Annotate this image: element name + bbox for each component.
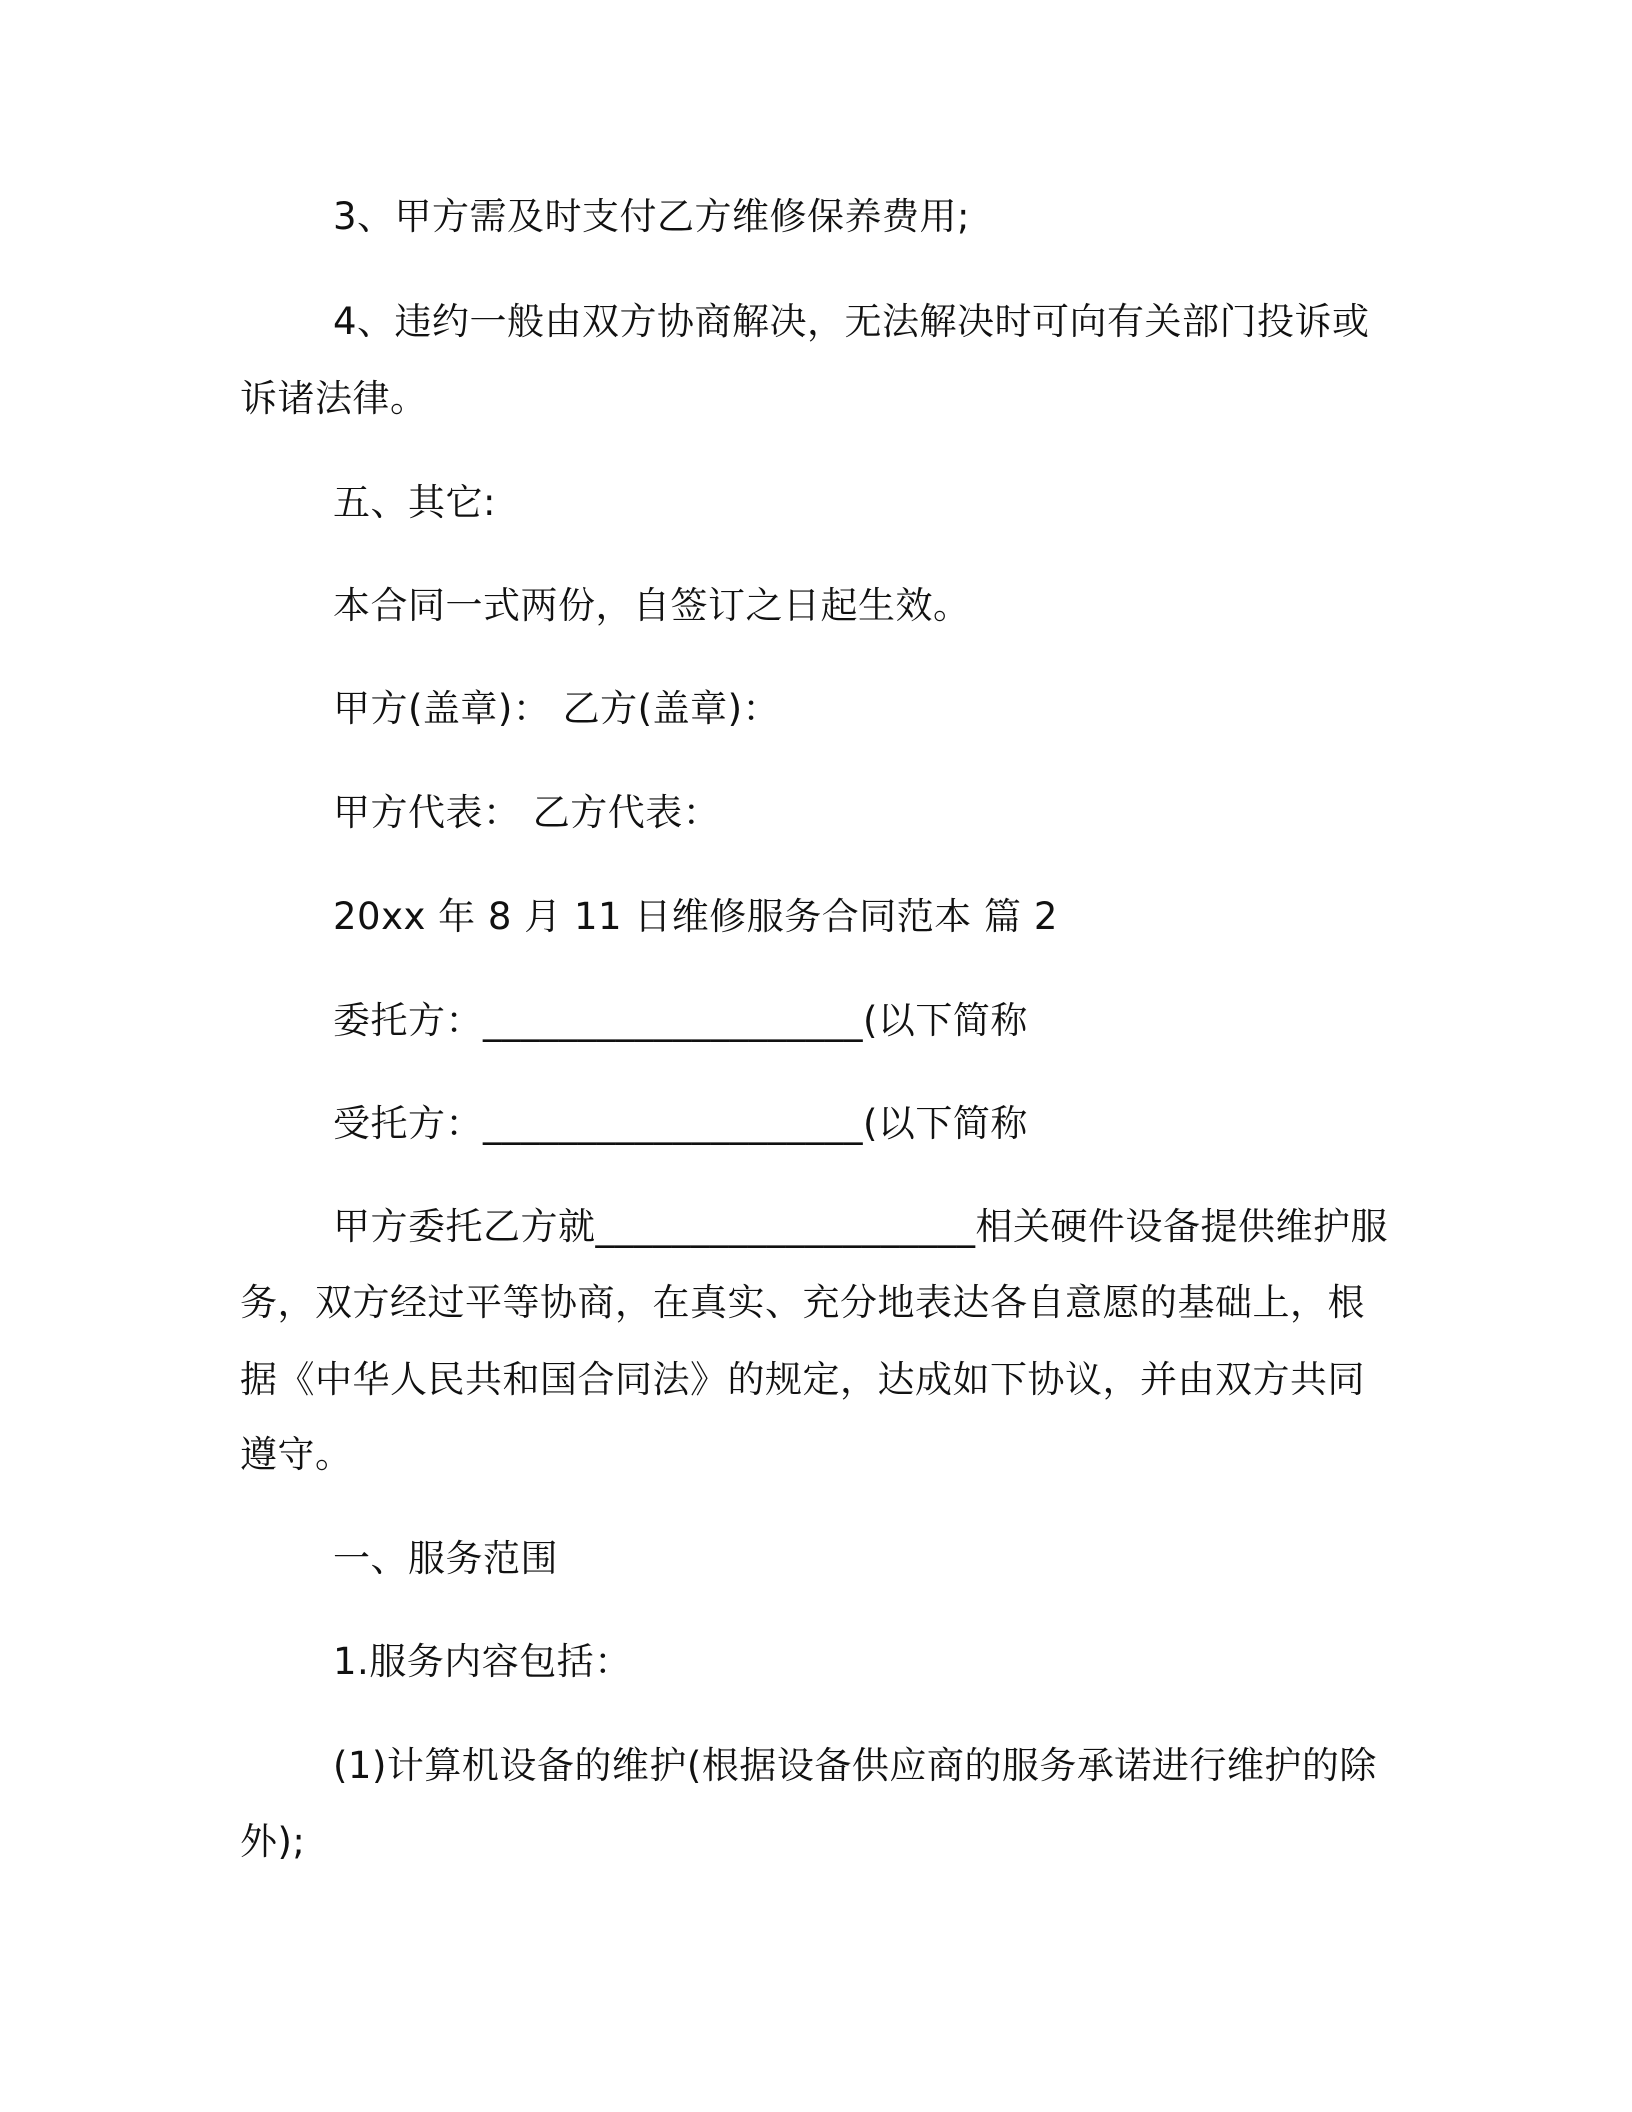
date-title-line: 20xx 年 8 月 11 日维修服务合同范本 篇 2 xyxy=(333,895,1058,938)
client-line: 委托方：____________________(以下简称 xyxy=(333,999,1028,1042)
service-scope-heading: 一、服务范围 xyxy=(333,1537,558,1580)
clause-3-line: 3、甲方需及时支付乙方维修保养费用; xyxy=(333,195,971,238)
service-content-line: 1.服务内容包括： xyxy=(333,1640,632,1683)
representative-line: 甲方代表： 乙方代表： xyxy=(333,791,721,834)
seal-line: 甲方(盖章)： 乙方(盖章)： xyxy=(333,687,781,730)
item-1-line: (1)计算机设备的维护(根据设备供应商的服务承诺进行维护的除 xyxy=(333,1744,1377,1787)
item-1-continuation: 外); xyxy=(240,1820,306,1863)
section-5-heading: 五、其它: xyxy=(333,481,496,524)
intro-paragraph-line-4: 遵守。 xyxy=(240,1433,353,1476)
intro-paragraph-line-2: 务，双方经过平等协商，在真实、充分地表达各自意愿的基础上，根 xyxy=(240,1281,1365,1324)
contractor-line: 受托方：____________________(以下简称 xyxy=(333,1102,1028,1145)
clause-4-continuation: 诉诸法律。 xyxy=(240,377,428,420)
copies-statement: 本合同一式两份，自签订之日起生效。 xyxy=(333,584,971,627)
intro-paragraph-line-3: 据《中华人民共和国合同法》的规定，达成如下协议，并由双方共同 xyxy=(240,1358,1365,1401)
intro-paragraph-line-1: 甲方委托乙方就____________________相关硬件设备提供维护服 xyxy=(333,1205,1388,1248)
clause-4-line: 4、违约一般由双方协商解决，无法解决时可向有关部门投诉或 xyxy=(333,300,1370,343)
